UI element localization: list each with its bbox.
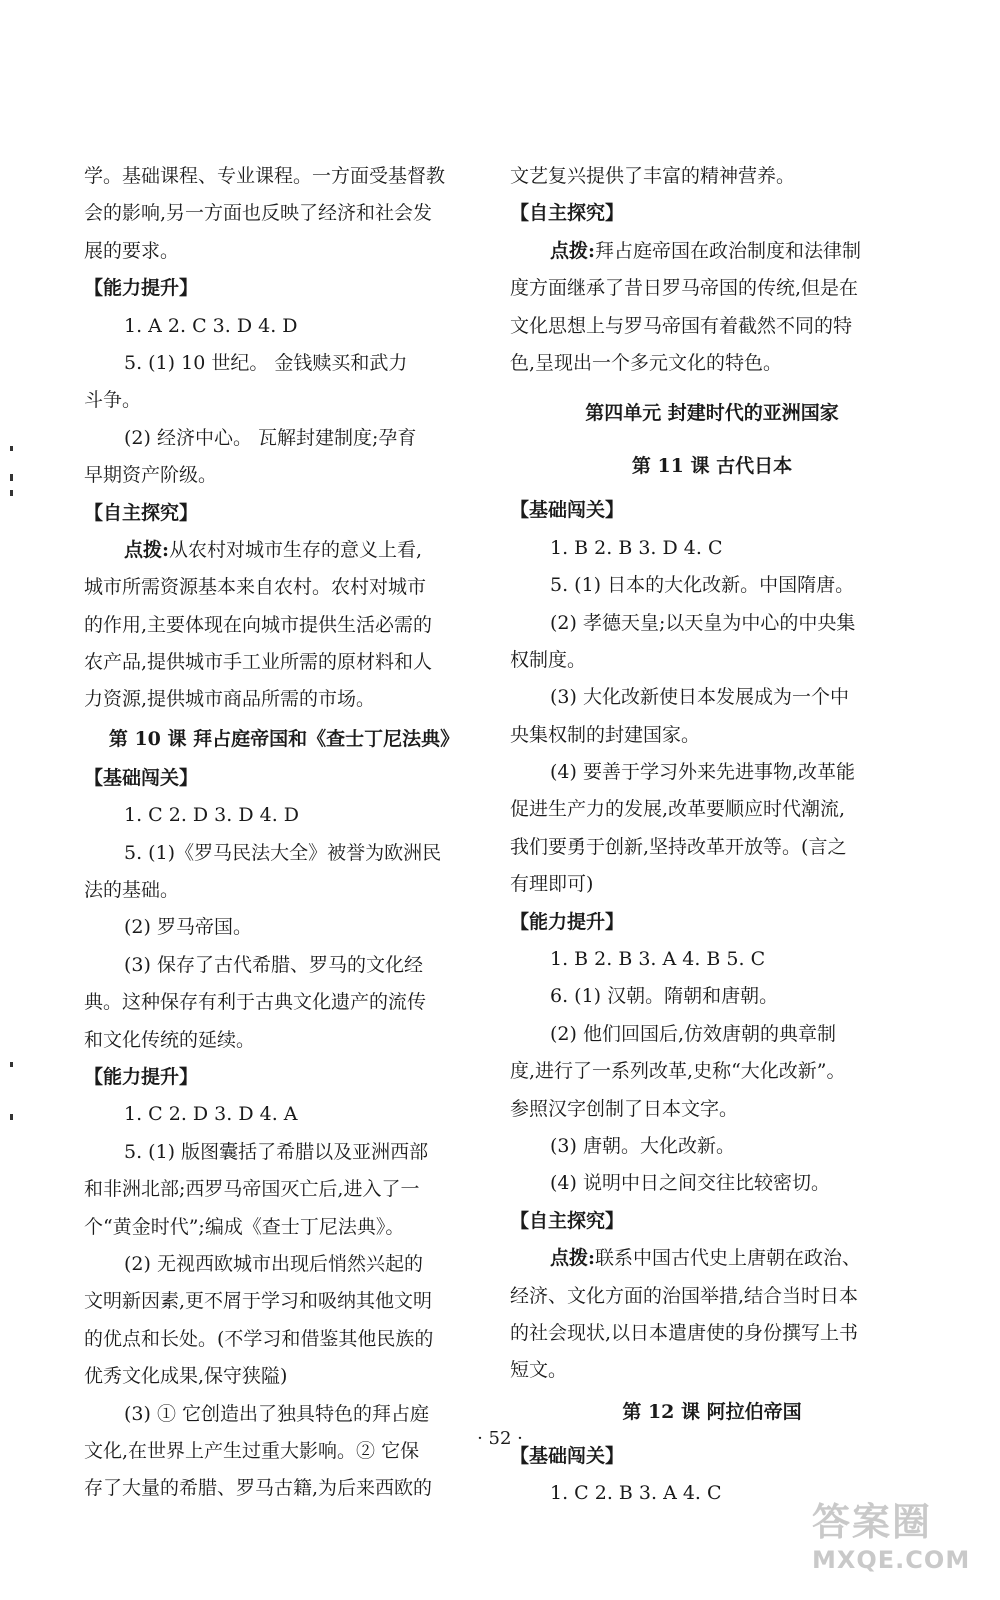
section-heading: 【基础闯关】: [84, 766, 199, 789]
text-line: (2) 孝德天皇;以天皇为中心的中央集: [550, 611, 856, 634]
section-heading: 【能力提升】: [84, 1065, 199, 1088]
text-line: (4) 要善于学习外来先进事物,改革能: [550, 761, 855, 784]
section-heading: 【能力提升】: [510, 910, 625, 933]
text-line: (2) 经济中心。 瓦解封建制度;孕育: [124, 426, 417, 449]
text-line: 的优点和长处。(不学习和借鉴其他民族的: [84, 1327, 434, 1350]
text-line: 文化思想上与罗马帝国有着截然不同的特: [510, 314, 853, 337]
page-number: · 52 ·: [477, 1428, 523, 1449]
margin-mark: [10, 490, 13, 496]
section-title: 第 12 课 阿拉伯帝国: [622, 1400, 802, 1423]
hint-label: 点拨:: [550, 239, 596, 262]
section-heading: 【自主探究】: [510, 202, 625, 225]
text-line: 和非洲北部;西罗马帝国灭亡后,进入了一: [84, 1178, 420, 1201]
text-line: 5. (1) 10 世纪。 金钱赎买和武力: [124, 351, 408, 374]
text-line: 学。基础课程、专业课程。一方面受基督教: [84, 165, 446, 187]
section-heading: 【基础闯关】: [510, 1444, 625, 1467]
text-line: 央集权制的封建国家。: [510, 723, 701, 746]
text-line: 的作用,主要体现在向城市提供生活必需的: [84, 613, 433, 636]
text-line: (3) 唐朝。大化改新。: [550, 1134, 735, 1157]
text-line: 力资源,提供城市商品所需的市场。: [84, 688, 376, 711]
text-line: 文艺复兴提供了丰富的精神营养。: [510, 165, 796, 187]
section-heading: 【能力提升】: [84, 277, 199, 300]
text-line: 个“黄金时代”;编成《查士丁尼法典》。: [84, 1215, 405, 1238]
hint-label: 点拨:: [550, 1247, 596, 1270]
section-heading: 【自主探究】: [84, 501, 199, 524]
text-line: 存了大量的希腊、罗马古籍,为后来西欧的: [84, 1477, 433, 1500]
text-line: 1. C 2. B 3. A 4. C: [550, 1482, 722, 1505]
text-line: 5. (1) 版图囊括了希腊以及亚洲西部: [124, 1140, 429, 1163]
text-line: 我们要勇于创新,坚持改革开放等。(言之: [510, 835, 847, 858]
text-line: 权制度。: [510, 648, 587, 671]
margin-mark: [10, 1114, 13, 1120]
text-line: (3) 保存了古代希腊、罗马的文化经: [124, 953, 423, 976]
section-heading: 【自主探究】: [510, 1209, 625, 1232]
text-line: 文化,在世界上产生过重大影响。② 它保: [84, 1439, 420, 1462]
text-line: 5. (1) 日本的大化改新。中国隋唐。: [550, 574, 855, 597]
text-line: 短文。: [510, 1359, 568, 1382]
section-heading: 【基础闯关】: [510, 499, 625, 522]
text-line: [510, 1240, 914, 1277]
text-line: 度,进行了一系列改革,史称“大化改新”。: [510, 1060, 846, 1083]
section-title: 第 11 课 古代日本: [631, 455, 793, 478]
text-line: 的社会现状,以日本遣唐使的身份撰写上书: [510, 1321, 859, 1344]
text-line: 色,呈现出一个多元文化的特色。: [510, 351, 783, 374]
text-line: 有理即可): [510, 873, 594, 896]
text-line: (3) 大化改新使日本发展成为一个中: [550, 686, 849, 709]
margin-mark: [10, 446, 13, 451]
hint-text: 从农村对城市生存的意义上看,: [169, 538, 423, 561]
watermark: [812, 1500, 987, 1576]
text-line: (2) 罗马帝国。: [124, 916, 252, 939]
text-line: 1. B 2. B 3. D 4. C: [550, 536, 723, 559]
text-line: 6. (1) 汉朝。隋朝和唐朝。: [550, 985, 779, 1008]
text-line: [84, 532, 484, 569]
text-line: 5. (1)《罗马民法大全》被誉为欧洲民: [124, 841, 442, 864]
margin-mark: [10, 474, 13, 481]
text-line: 法的基础。: [84, 879, 180, 902]
text-line: 1. B 2. B 3. A 4. B 5. C: [550, 948, 766, 971]
text-line: 和文化传统的延续。: [84, 1028, 256, 1051]
text-line: (3) ① 它创造出了独具特色的拜占庭: [124, 1402, 429, 1425]
text-line: (2) 他们回国后,仿效唐朝的典章制: [550, 1022, 836, 1045]
text-line: [510, 233, 914, 270]
text-line: 农产品,提供城市手工业所需的原材料和人: [84, 651, 433, 674]
text-line: (4) 说明中日之间交往比较密切。: [550, 1172, 830, 1195]
text-line: 典。这种保存有利于古典文化遗产的流传: [84, 991, 427, 1014]
text-line: 经济、文化方面的治国举措,结合当时日本: [510, 1284, 859, 1307]
text-line: (2) 无视西欧城市出现后悄然兴起的: [124, 1252, 423, 1275]
text-line: 文明新因素,更不屑于学习和吸纳其他文明: [84, 1290, 433, 1313]
text-line: 会的影响,另一方面也反映了经济和社会发: [84, 202, 433, 225]
watermark-url: MXQE.COM: [812, 1546, 971, 1574]
watermark-logo-text: 答案圈: [812, 1500, 933, 1544]
text-line: 1. C 2. D 3. D 4. D: [124, 804, 300, 827]
text-line: 参照汉字创制了日本文字。: [510, 1097, 739, 1120]
hint-label: 点拨:: [124, 538, 170, 561]
text-line: 斗争。: [84, 389, 142, 412]
text-line: 促进生产力的发展,改革要顺应时代潮流,: [510, 798, 846, 821]
hint-text: 拜占庭帝国在政治制度和法律制: [595, 239, 862, 262]
text-line: 1. C 2. D 3. D 4. A: [124, 1103, 298, 1126]
text-line: 早期资产阶级。: [84, 464, 218, 487]
left-column: [84, 158, 484, 1508]
text-line: 优秀文化成果,保守狭隘): [84, 1365, 288, 1388]
margin-mark: [10, 1062, 13, 1067]
text-line: 展的要求。: [84, 239, 180, 262]
section-title: 第 10 课 拜占庭帝国和《查士丁尼法典》: [108, 727, 460, 750]
section-title: 第四单元 封建时代的亚洲国家: [585, 402, 839, 425]
right-column: [510, 158, 914, 1513]
text-line: 城市所需资源基本来自农村。农村对城市: [84, 576, 427, 599]
hint-text: 联系中国古代史上唐朝在政治、: [595, 1247, 862, 1270]
text-line: 1. A 2. C 3. D 4. D: [124, 314, 298, 337]
text-line: 度方面继承了昔日罗马帝国的传统,但是在: [510, 277, 859, 300]
